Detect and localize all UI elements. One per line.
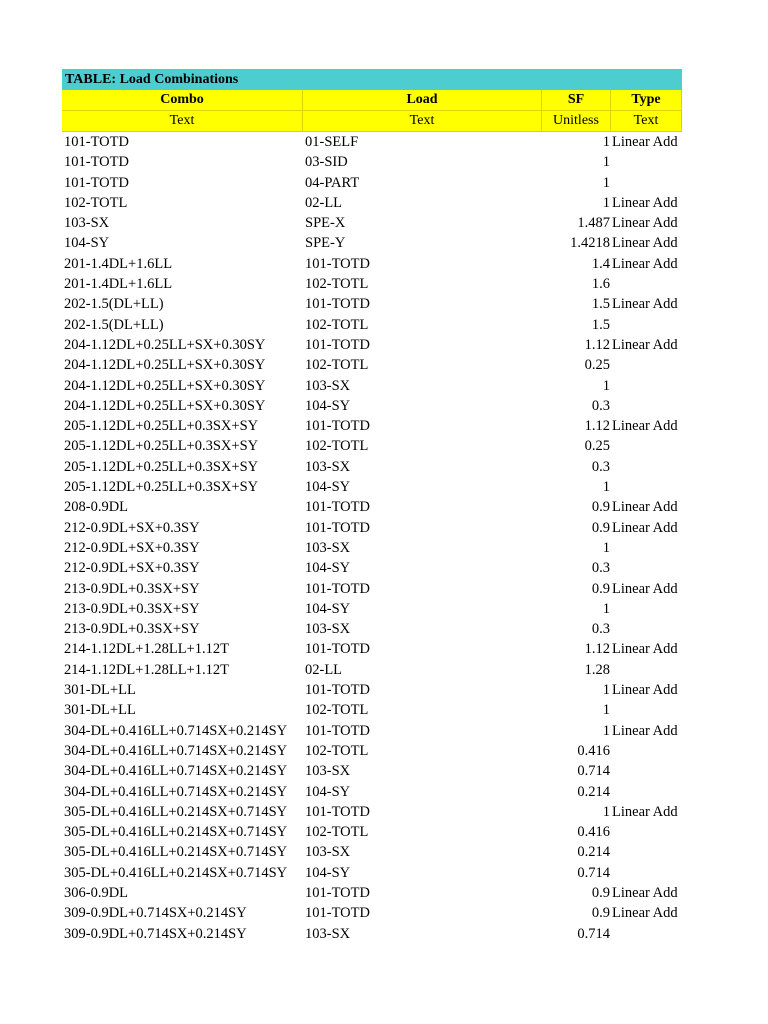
cell-combo: 305-DL+0.416LL+0.214SX+0.714SY — [64, 864, 288, 881]
cell-type — [611, 782, 682, 802]
cell-combo: 212-0.9DL+SX+0.3SY — [64, 539, 200, 556]
table-row — [62, 335, 682, 355]
cell-sf: 0.3 — [591, 621, 610, 638]
table-title: TABLE: Load Combinations — [62, 69, 682, 90]
cell-sf: 1.12 — [584, 418, 610, 435]
cell-combo: 306-0.9DL — [64, 884, 129, 901]
unit-combo: Text — [62, 111, 303, 132]
cell-combo: 304-DL+0.416LL+0.714SX+0.214SY — [64, 763, 288, 780]
table-row — [62, 639, 682, 659]
table-row — [62, 396, 682, 416]
cell-load: 103-SX — [305, 458, 351, 475]
cell-load: 103-SX — [305, 377, 351, 394]
cell-combo: 204-1.12DL+0.25LL+SX+0.30SY — [64, 377, 266, 394]
cell-type: Linear Add — [612, 499, 678, 516]
cell-load: 102-TOTL — [305, 702, 369, 719]
table-row — [62, 457, 682, 477]
cell-type: Linear Add — [612, 418, 678, 435]
cell-type — [611, 619, 682, 639]
cell-sf: 0.3 — [591, 397, 610, 414]
cell-load: 103-SX — [305, 621, 351, 638]
header-load: Load — [303, 90, 542, 111]
cell-type: Linear Add — [612, 134, 678, 150]
cell-type — [611, 558, 682, 578]
cell-type: Linear Add — [612, 235, 678, 252]
table-row — [62, 802, 682, 822]
cell-sf: 0.3 — [591, 560, 610, 577]
cell-sf: 0.214 — [577, 844, 610, 861]
cell-combo: 304-DL+0.416LL+0.714SX+0.214SY — [64, 783, 288, 800]
unit-sf: Unitless — [542, 111, 611, 132]
cell-sf: 0.714 — [577, 763, 610, 780]
table-row — [62, 152, 682, 172]
cell-sf: 0.25 — [584, 438, 610, 455]
units-row — [62, 111, 682, 132]
cell-type: Linear Add — [612, 215, 678, 232]
cell-combo: 201-1.4DL+1.6LL — [64, 255, 173, 272]
cell-combo: 214-1.12DL+1.28LL+1.12T — [64, 661, 229, 678]
header-sf: SF — [542, 90, 611, 111]
cell-combo: 204-1.12DL+0.25LL+SX+0.30SY — [64, 336, 266, 353]
table-row — [62, 376, 682, 396]
cell-sf: 1.487 — [577, 215, 610, 232]
cell-combo: 204-1.12DL+0.25LL+SX+0.30SY — [64, 357, 266, 374]
header-combo: Combo — [62, 90, 303, 111]
table-row — [62, 660, 682, 680]
cell-load: 101-TOTD — [305, 641, 370, 658]
cell-load: 02-LL — [305, 194, 343, 211]
cell-combo: 101-TOTD — [64, 134, 129, 150]
header-type: Type — [611, 90, 682, 111]
cell-combo: 213-0.9DL+0.3SX+SY — [64, 621, 200, 638]
cell-load: 103-SX — [305, 844, 351, 861]
load-combinations-table — [62, 69, 682, 944]
cell-type — [611, 152, 682, 172]
cell-type — [611, 842, 682, 862]
cell-combo: 102-TOTL — [64, 194, 128, 211]
cell-type — [611, 761, 682, 781]
cell-type — [611, 700, 682, 720]
cell-type — [611, 660, 682, 680]
header-row — [62, 90, 682, 111]
cell-type — [611, 863, 682, 883]
cell-load: 101-TOTD — [305, 884, 370, 901]
cell-combo: 202-1.5(DL+LL) — [64, 316, 164, 333]
cell-combo: 213-0.9DL+0.3SX+SY — [64, 600, 200, 617]
cell-sf: 0.416 — [577, 742, 610, 759]
cell-combo: 304-DL+0.416LL+0.714SX+0.214SY — [64, 722, 288, 739]
cell-sf: 1.12 — [584, 641, 610, 658]
table-row — [62, 315, 682, 335]
cell-load: 102-TOTL — [305, 316, 369, 333]
cell-load: 104-SY — [305, 560, 351, 577]
cell-type — [611, 477, 682, 497]
cell-sf: 1 — [602, 479, 610, 496]
cell-load: 103-SX — [305, 763, 351, 780]
cell-type: Linear Add — [612, 255, 678, 272]
cell-combo: 101-TOTD — [64, 174, 129, 191]
cell-type: Linear Add — [612, 905, 678, 922]
cell-type: Linear Add — [612, 803, 678, 820]
cell-load: 102-TOTL — [305, 357, 369, 374]
table-row — [62, 680, 682, 700]
cell-combo: 205-1.12DL+0.25LL+0.3SX+SY — [64, 418, 259, 435]
cell-load: 01-SELF — [305, 134, 359, 150]
table-row — [62, 193, 682, 213]
cell-load: SPE-X — [305, 215, 346, 232]
table-row — [62, 416, 682, 436]
cell-combo: 201-1.4DL+1.6LL — [64, 276, 173, 293]
cell-type: Linear Add — [612, 884, 678, 901]
cell-type: Linear Add — [612, 641, 678, 658]
cell-sf: 1 — [602, 377, 610, 394]
table-row — [62, 863, 682, 883]
cell-type — [611, 436, 682, 456]
unit-load: Text — [303, 111, 542, 132]
table-row — [62, 903, 682, 923]
cell-load: 101-TOTD — [305, 722, 370, 739]
cell-sf: 1 — [602, 154, 610, 171]
cell-sf: 1 — [602, 174, 610, 191]
cell-combo: 214-1.12DL+1.28LL+1.12T — [64, 641, 229, 658]
cell-load: 103-SX — [305, 925, 351, 942]
cell-load: 101-TOTD — [305, 499, 370, 516]
table-row — [62, 782, 682, 802]
table-row — [62, 741, 682, 761]
cell-type: Linear Add — [612, 194, 678, 211]
table-row — [62, 924, 682, 944]
cell-sf: 1.5 — [591, 296, 610, 313]
cell-type — [611, 741, 682, 761]
table-row — [62, 173, 682, 193]
cell-combo: 202-1.5(DL+LL) — [64, 296, 164, 313]
cell-sf: 0.714 — [577, 925, 610, 942]
table-row — [62, 721, 682, 741]
cell-type — [611, 315, 682, 335]
cell-combo: 205-1.12DL+0.25LL+0.3SX+SY — [64, 479, 259, 496]
table-row — [62, 274, 682, 294]
table-row — [62, 558, 682, 578]
cell-load: 101-TOTD — [305, 255, 370, 272]
cell-sf: 0.25 — [584, 357, 610, 374]
cell-load: 102-TOTL — [305, 742, 369, 759]
cell-sf: 1.12 — [584, 336, 610, 353]
table-row — [62, 436, 682, 456]
cell-sf: 0.3 — [591, 458, 610, 475]
cell-combo: 212-0.9DL+SX+0.3SY — [64, 519, 200, 536]
cell-type — [611, 457, 682, 477]
cell-load: 101-TOTD — [305, 296, 370, 313]
cell-sf: 0.9 — [591, 884, 610, 901]
cell-combo: 208-0.9DL — [64, 499, 129, 516]
table-row — [62, 477, 682, 497]
table-row — [62, 579, 682, 599]
cell-load: 104-SY — [305, 864, 351, 881]
cell-combo: 204-1.12DL+0.25LL+SX+0.30SY — [64, 397, 266, 414]
cell-load: 101-TOTD — [305, 519, 370, 536]
table-row — [62, 254, 682, 274]
cell-sf: 1.4218 — [570, 235, 610, 252]
cell-load: 102-TOTL — [305, 824, 369, 841]
cell-sf: 0.9 — [591, 905, 610, 922]
cell-load: 02-LL — [305, 661, 343, 678]
cell-combo: 103-SX — [64, 215, 110, 232]
cell-sf: 1 — [602, 539, 610, 556]
cell-load: 102-TOTL — [305, 276, 369, 293]
table-row — [62, 700, 682, 720]
cell-load: 101-TOTD — [305, 418, 370, 435]
cell-combo: 305-DL+0.416LL+0.214SX+0.714SY — [64, 803, 288, 820]
cell-load: 104-SY — [305, 479, 351, 496]
cell-combo: 101-TOTD — [64, 154, 129, 171]
table-row — [62, 761, 682, 781]
cell-type: Linear Add — [612, 336, 678, 353]
table-row — [62, 538, 682, 558]
cell-sf: 1.6 — [591, 276, 610, 293]
cell-load: 104-SY — [305, 600, 351, 617]
cell-type — [611, 274, 682, 294]
cell-load: 103-SX — [305, 539, 351, 556]
cell-sf: 1 — [602, 134, 610, 150]
cell-type — [611, 396, 682, 416]
cell-type — [611, 355, 682, 375]
cell-sf: 1 — [602, 682, 610, 699]
cell-combo: 205-1.12DL+0.25LL+0.3SX+SY — [64, 438, 259, 455]
table-row — [62, 822, 682, 842]
table-row — [62, 355, 682, 375]
cell-combo: 104-SY — [64, 235, 110, 252]
cell-type: Linear Add — [612, 580, 678, 597]
cell-combo: 305-DL+0.416LL+0.214SX+0.714SY — [64, 824, 288, 841]
cell-load: 102-TOTL — [305, 438, 369, 455]
cell-load: 04-PART — [305, 174, 360, 191]
cell-combo: 309-0.9DL+0.714SX+0.214SY — [64, 905, 247, 922]
cell-combo: 304-DL+0.416LL+0.714SX+0.214SY — [64, 742, 288, 759]
cell-sf: 0.9 — [591, 499, 610, 516]
cell-sf: 0.214 — [577, 783, 610, 800]
table-row — [62, 213, 682, 233]
table-body — [62, 132, 682, 944]
cell-sf: 1 — [602, 194, 610, 211]
cell-combo: 301-DL+LL — [64, 702, 136, 719]
cell-type — [611, 538, 682, 558]
cell-sf: 0.714 — [577, 864, 610, 881]
cell-load: 101-TOTD — [305, 336, 370, 353]
cell-type: Linear Add — [612, 682, 678, 699]
cell-load: 104-SY — [305, 783, 351, 800]
table-row — [62, 132, 682, 152]
cell-sf: 0.416 — [577, 824, 610, 841]
cell-type: Linear Add — [612, 722, 678, 739]
cell-load: 03-SID — [305, 154, 348, 171]
cell-load: 104-SY — [305, 397, 351, 414]
cell-type — [611, 599, 682, 619]
cell-load: 101-TOTD — [305, 905, 370, 922]
table-row — [62, 842, 682, 862]
unit-type: Text — [611, 111, 682, 132]
cell-combo: 205-1.12DL+0.25LL+0.3SX+SY — [64, 458, 259, 475]
cell-load: SPE-Y — [305, 235, 346, 252]
cell-sf: 1 — [602, 702, 610, 719]
cell-type — [611, 376, 682, 396]
cell-sf: 1 — [602, 803, 610, 820]
table-row — [62, 619, 682, 639]
cell-type — [611, 924, 682, 944]
cell-load: 101-TOTD — [305, 803, 370, 820]
cell-combo: 212-0.9DL+SX+0.3SY — [64, 560, 200, 577]
cell-type: Linear Add — [612, 296, 678, 313]
cell-sf: 1 — [602, 722, 610, 739]
cell-load: 101-TOTD — [305, 682, 370, 699]
cell-type — [611, 173, 682, 193]
cell-sf: 0.9 — [591, 519, 610, 536]
cell-sf: 1 — [602, 600, 610, 617]
table-row — [62, 883, 682, 903]
cell-sf: 0.9 — [591, 580, 610, 597]
cell-type — [611, 822, 682, 842]
table-row — [62, 497, 682, 517]
cell-combo: 301-DL+LL — [64, 682, 136, 699]
cell-sf: 1.4 — [591, 255, 610, 272]
cell-sf: 1.28 — [584, 661, 610, 678]
cell-combo: 309-0.9DL+0.714SX+0.214SY — [64, 925, 247, 942]
table-row — [62, 599, 682, 619]
table-row — [62, 294, 682, 314]
cell-load: 101-TOTD — [305, 580, 370, 597]
cell-sf: 1.5 — [591, 316, 610, 333]
cell-combo: 213-0.9DL+0.3SX+SY — [64, 580, 200, 597]
cell-combo: 305-DL+0.416LL+0.214SX+0.714SY — [64, 844, 288, 861]
cell-type: Linear Add — [612, 519, 678, 536]
table-row — [62, 233, 682, 253]
table-row — [62, 518, 682, 538]
